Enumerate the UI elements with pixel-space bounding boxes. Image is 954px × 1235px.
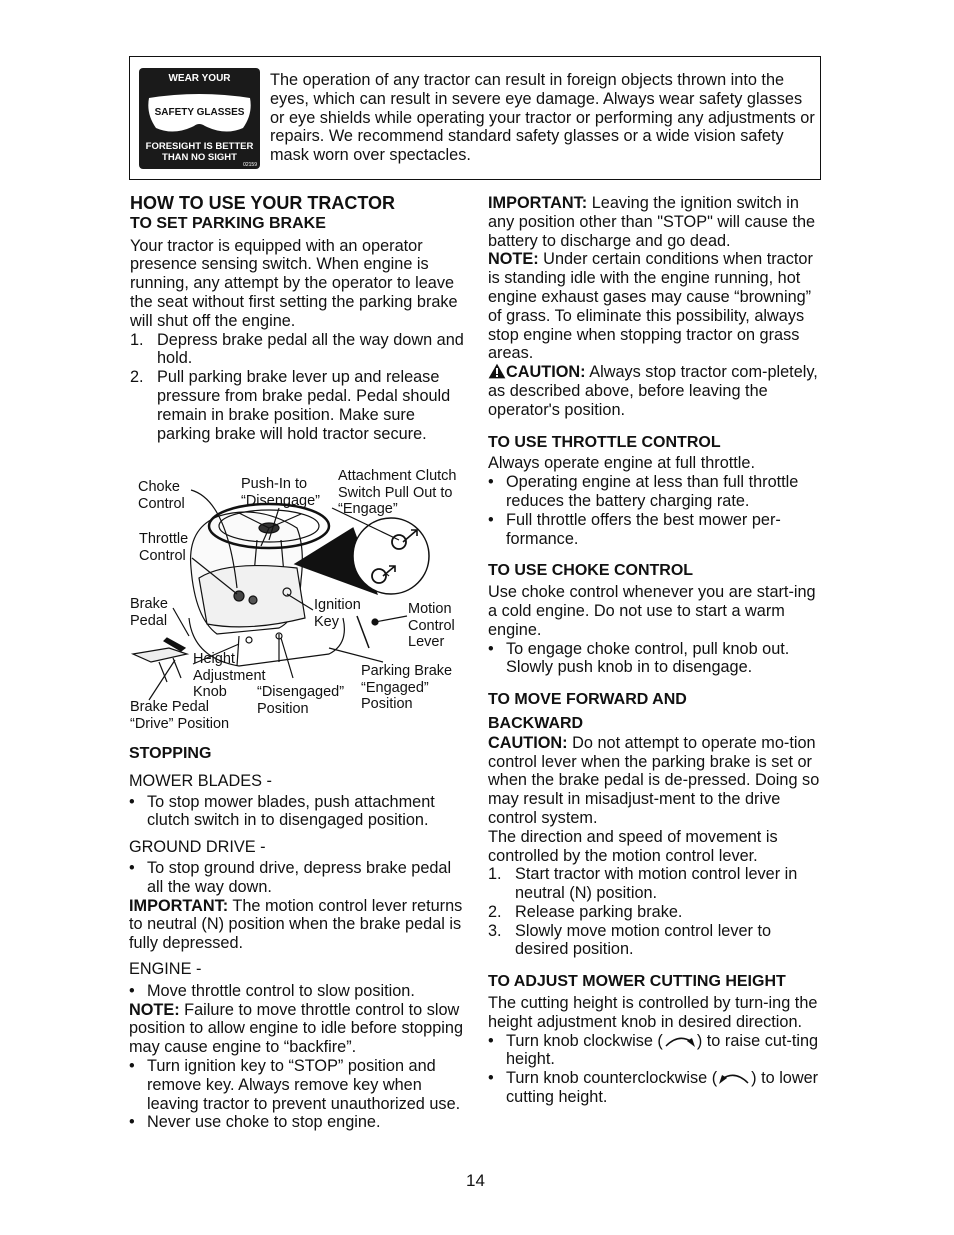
engine-label: ENGINE - (129, 959, 202, 978)
badge-bottom-text (139, 141, 260, 163)
badge-code: 02159 (243, 162, 257, 168)
step-text: Pull parking brake lever up and release pressure from brake pedal. Pedal should remain in brake position. Make sure parking brake will hold tractor secure. (157, 368, 451, 443)
badge-top-text: WEAR YOUR (168, 73, 231, 84)
important-text: The motion control lever returns to neutral (N) position when the brake pedal is fully depressed. (129, 896, 463, 953)
engine-bullet: Move throttle control to slow position. (147, 981, 415, 1000)
step-number: 1. (130, 330, 144, 349)
note-text: Under certain conditions when tractor is standing idle with the engine running, hot engine exhaust gases may cause “browning” of grass. To eliminate this possibility, always stop engine when stopping tractor on grass areas. (488, 250, 813, 363)
badge-bottom-line-2: THAN NO SIGHT (162, 152, 237, 163)
ground-drive-label: GROUND DRIVE - (129, 838, 266, 857)
tractor-controls-figure (129, 468, 469, 736)
list-item (129, 1057, 465, 1113)
note-paragraph (129, 1001, 465, 1057)
badge-bottom-line-1: FORESIGHT IS BETTER (145, 141, 254, 152)
step-text: Depress brake pedal all the way down and hold. (157, 330, 464, 368)
choke-bullet: To engage choke control, pull knob out. Slowly push knob in to disengage. (506, 639, 790, 677)
throttle-intro: Always operate engine at full throttle. (488, 454, 755, 473)
ground-drive-bullet: To stop ground drive, depress brake pedal all the way down. (147, 858, 452, 896)
bullet: • (129, 1056, 135, 1075)
counterclockwise-text-b: ) to lower cutting height. (506, 1069, 819, 1107)
bullet: • (488, 473, 494, 492)
counterclockwise-bullet (506, 1069, 824, 1107)
parking-brake-intro: Your tractor is equipped with an operator presence sensing switch. When engine is running, any attempt by the operator to leave the seat without first setting the parking brake will shut off the engine. (130, 236, 458, 330)
caution-paragraph (488, 363, 824, 419)
list-item (488, 903, 824, 922)
bullet: • (488, 1069, 494, 1088)
step-text: Start tractor with motion control lever in neutral (N) position. (515, 865, 798, 903)
list-item (488, 1032, 824, 1070)
move-intro: The direction and speed of movement is controlled by the motion control lever. (488, 827, 778, 865)
bullet: • (129, 792, 135, 811)
label-brake-pedal: Brake Pedal (130, 596, 168, 629)
left-column-top (130, 194, 465, 443)
badge-mid-text: SAFETY GLASSES (154, 107, 245, 118)
move-heading-line-1: TO MOVE FORWARD AND (488, 691, 687, 709)
label-choke-control: Choke Control (138, 479, 185, 512)
label-brake-pedal-drive: Brake Pedal “Drive” Position (130, 699, 230, 732)
move-heading-line-2: BACKWARD (488, 714, 584, 732)
stopping-heading: STOPPING (129, 745, 212, 762)
label-parking-brake-engaged: Parking Brake “Engaged” Position (361, 663, 453, 712)
caution-label: CAUTION: (506, 363, 586, 382)
list-item (129, 982, 465, 1001)
important-label: IMPORTANT: (129, 896, 229, 915)
list-item (488, 922, 824, 960)
parking-brake-heading: TO SET PARKING BRAKE (130, 214, 326, 232)
browning-note-paragraph (488, 250, 824, 363)
note-label: NOTE: (129, 1000, 180, 1019)
bullet: • (129, 858, 135, 877)
list-item (488, 865, 824, 903)
safety-glasses-badge (139, 68, 260, 169)
right-column (488, 194, 824, 1107)
step-text: Slowly move motion control lever to desired position. (515, 921, 772, 959)
throttle-bullet: Operating engine at less than full throttle reduces the battery charging rate. (506, 473, 799, 510)
cutting-height-intro: The cutting height is controlled by turn-ing the height adjustment knob in desired direction. (488, 994, 818, 1031)
list-item (130, 331, 465, 369)
left-column-bottom (129, 745, 465, 1132)
important-label: IMPORTANT: (488, 194, 588, 212)
label-attachment-clutch: Attachment Clutch Switch Pull Out to “Engage” (338, 468, 457, 517)
throttle-heading: TO USE THROTTLE CONTROL (488, 433, 721, 451)
note-text: Failure to move throttle control to slow position to allow engine to idle before stopping may cause engine to “backfire”. (129, 1000, 463, 1057)
clockwise-text-b: ) to raise cut-ting height. (506, 1031, 819, 1069)
ignition-important-paragraph (488, 194, 824, 250)
clockwise-bullet (506, 1032, 824, 1070)
step-number: 1. (488, 865, 502, 884)
list-item (488, 473, 824, 511)
list-item (129, 1113, 465, 1132)
safety-notice-box (129, 56, 821, 180)
engine-bullet: Never use choke to stop engine. (147, 1113, 381, 1132)
important-text: Leaving the ignition switch in any position other than "STOP" will cause the battery to discharge and go dead. (488, 194, 816, 250)
counterclockwise-text-a: Turn knob counterclockwise ( (506, 1069, 718, 1088)
label-disengaged-position: “Disengaged” Position (257, 684, 345, 717)
engine-bullet: Turn ignition key to “STOP” position and remove key. Always remove key when leaving tractor to prevent unauthorized use. (147, 1056, 461, 1113)
bullet: • (488, 639, 494, 658)
label-push-in: Push-In to “Disengage” (241, 476, 320, 509)
label-motion-control-lever: Motion Control Lever (408, 601, 455, 650)
caution-text: Always stop tractor com-pletely, as described above, before leaving the operator's position. (488, 363, 818, 419)
clockwise-text-a: Turn knob clockwise ( (506, 1031, 663, 1050)
counterclockwise-arrow-icon (717, 1070, 751, 1086)
page-number: 14 (466, 1171, 485, 1190)
section-title: HOW TO USE YOUR TRACTOR (130, 193, 396, 213)
choke-heading: TO USE CHOKE CONTROL (488, 562, 694, 580)
bullet: • (488, 510, 494, 529)
cutting-height-heading: TO ADJUST MOWER CUTTING HEIGHT (488, 973, 786, 991)
bullet: • (488, 1031, 494, 1050)
caution-text: Do not attempt to operate mo-tion control lever when the parking brake is set or when the brake pedal is de-pressed. Doing so may result in misadjust-ment to the drive control system. (488, 733, 820, 827)
mower-blades-label: MOWER BLADES - (129, 771, 272, 790)
step-text: Release parking brake. (515, 902, 683, 921)
choke-intro: Use choke control whenever you are start-ing a cold engine. Do not use to start a warm engine. (488, 583, 816, 639)
step-number: 2. (488, 902, 502, 921)
list-item (130, 368, 465, 443)
mower-blades-bullet: To stop mower blades, push attachment clutch switch in to disengaged position. (147, 792, 435, 830)
list-item (488, 511, 824, 549)
note-label: NOTE: (488, 250, 539, 269)
clockwise-arrow-icon (663, 1033, 697, 1049)
caution-label: CAUTION: (488, 733, 568, 752)
safety-text: The operation of any tractor can result in foreign objects thrown into the eyes, which can result in severe eye damage. Always wear safety glasses or eye shields while operating your tractor or performing any adjustments or repairs. We recommend standard safety glasses or a wide vision safety mask worn over spectacles. (270, 71, 815, 165)
label-ignition-key: Ignition Key (314, 597, 361, 630)
throttle-bullet: Full throttle offers the best mower per-formance. (506, 510, 781, 548)
list-item (129, 859, 465, 897)
warning-triangle-icon (488, 363, 506, 379)
move-caution-paragraph (488, 734, 824, 828)
label-height-adjustment-knob: Height Adjustment Knob (193, 651, 266, 700)
list-item (129, 793, 465, 831)
safety-glasses-icon (145, 92, 254, 136)
step-number: 2. (130, 368, 144, 387)
step-number: 3. (488, 921, 502, 940)
bullet: • (129, 1113, 135, 1132)
list-item (488, 1069, 824, 1107)
bullet: • (129, 981, 135, 1000)
label-throttle-control: Throttle Control (139, 531, 189, 564)
important-paragraph (129, 897, 465, 953)
list-item (488, 640, 824, 678)
